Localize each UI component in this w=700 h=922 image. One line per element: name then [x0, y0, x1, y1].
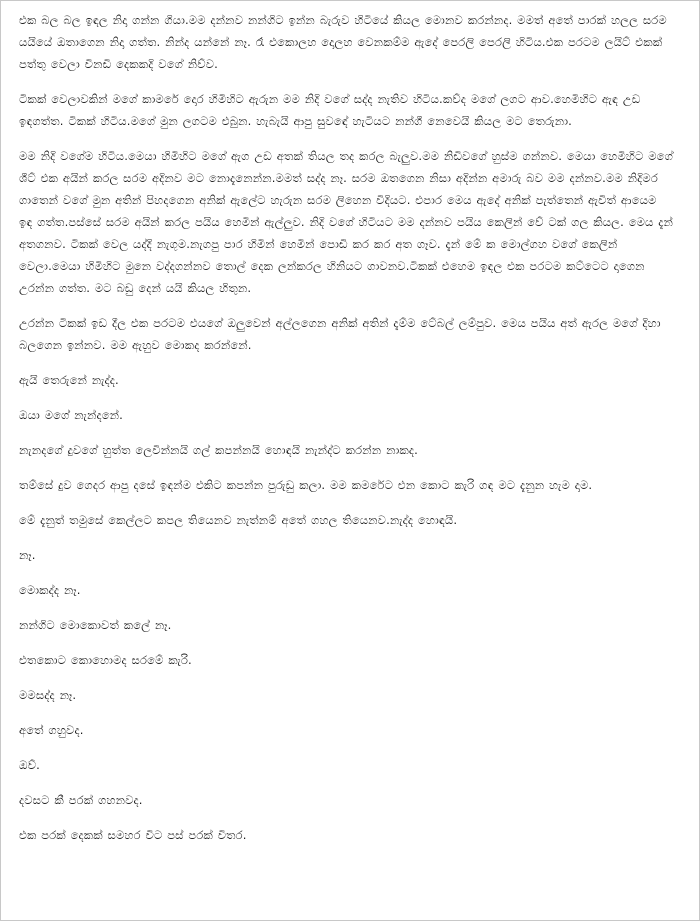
paragraph-2: ටිකක් වෙලාවකින් මගේ කාමරේ දොර හිමිහිට ඇරුන මම නිදි වගේ සද්ද නැතිව හිටිය.කව්ද මගේ ලගට ආව.හෙමිහිට ඇඳ උඩ ඉඳගත්ත. ටිකක් හිටිය.මගේ මුන ලගටම එබුන. හැබැයි ආපු සුවඳේ හැටියට නන්ගී නෙවෙයි කියල මට තෙරුනා. — [19, 92, 641, 128]
paragraph-17: දවසට කී පරක් ගහනවද. — [19, 793, 143, 807]
paragraph-14: මමසද්ද නෑ. — [19, 688, 77, 702]
paragraph-12: නන්ගිට මොකොවත් කලේ නෑ. — [19, 618, 172, 632]
paragraph-15: අතේ ගහුවද. — [19, 723, 84, 737]
paragraph-1: එක බල බල ඉඳල නිදා ගන්න ගියා.මම දන්නව නන්ගිට ඉන්න බැරුව හිටියේ කියල මොනව කරන්නද. මමත් අතේ පාරක් හලල සරම යයියේ ඔතාගෙන නිදා ගත්ත. නින්ද යන්නේ නෑ. රෑ එකොලහ දොලහ වෙනකම්ම ඇදේ පෙරලි පෙරලි හිටිය.එක පරටම ලයිට් එකක් පත්තු වෙලා විනඩි දෙකකදි වගේ නිව්ව. — [19, 13, 667, 71]
document-page — [1, 1, 700, 922]
paragraph-11: මොකද්ද නෑ. — [19, 583, 81, 597]
paragraph-16: ඔව්. — [19, 758, 40, 772]
paragraph-8: තම්සේ දුව ගෙදර ආපු දසේ ඉඳන්ම එකිට කපන්න පුරුඩු කලා. මම කමරේට එන කොට කැරි ගඳ මට දැනුන හැම දාම. — [19, 478, 593, 492]
paragraph-5: ඇයි තෙරුනේ නැද්ද. — [19, 373, 119, 387]
paragraph-3: මම නිදි වගේම හිටිය.මෙයා හිමිහිට මගේ ඇග උඩ අතක් තියල තද කරල බැලුව.මම නිඩිවගේ හුස්ම ගන්නව. මෙයා හෙමිහිට මගේ ශීට් එක අයින් කරල සරම අදිනව මට නොදැනෙන්න.මමත් සද්ද නෑ. සරම ඔතගෙන නිසා අදින්න අමාරු බව මම දන්නව.මම නිදිමර ගාතෙන් වගේ මුන අතින් පිහදගෙන අනික් ඇලේට හැරුන සරම ලිහෙන විදියට. එපාර මෙය ඇදේ අනික් පැත්තෙන් ඇවිත් ආයෙම ඉඳ ගත්ත.පස්සේ සරම අයින් කරල පයිය හෙමින් ඇල්ලුව. නිදි වගේ හිටියට මම දන්නව පයිය කෙලින් වේ ටක් ගල කියල. මෙය දැන් අතගනව. ටිකක් වෙල යද්දි නැගුම.නැගපු පාර හිමින් හෙමින් පොඩි කර කර අත ගෑව. දැන් මේ ක මොල්ගහ වගේ කෙලින් වෙලා.මෙයා හිමිහිට මුනෙ වද්දගන්නව තොල් දෙක ලන්කරල හිනියට ගාවනව.ටිකක් එහෙම ඉඳල එක පරටම කට්ටෙට දාගෙන උරන්න ගත්ත. මට බඩු දෙන් යයි කියල හිතුන. — [19, 149, 674, 295]
paragraph-13: එතකොට කොහොමද සරමේ කැරි. — [19, 653, 192, 667]
paragraph-4: උරන්න ටිකක් ඉඩ දීල එක පරටම එයගේ ඔලුවෙන් අල්ලගෙන අනික් අතින් දැම්ම ටේබල් ලම්පුව. මෙය පයිය අත් ඇරල මගේ දිහා බලගෙන ඉන්නව. මම ඇහුව මොකද කරන්නේ. — [19, 316, 661, 352]
paragraph-9: මේ දැනුත් තමුසේ කෙල්ලට කපල තියෙනව නැත්නම් අතේ ගහල තියෙනව.නැද්ද හොඳයි. — [19, 513, 458, 527]
paragraph-10: නෑ. — [19, 548, 36, 562]
paragraph-18: එක පරක් දෙකක් සමහර විට පස් පරක් විතර. — [19, 828, 247, 842]
paragraph-6: ඔයා මගේ නැන්දනේ. — [19, 408, 123, 422]
paragraph-7: නැනදගේ දුවගේ හුත්ත ලෙවින්නයි ගල් කපන්නයි හොඳයි නැන්ද්ට කරන්න නාකද. — [19, 443, 418, 457]
